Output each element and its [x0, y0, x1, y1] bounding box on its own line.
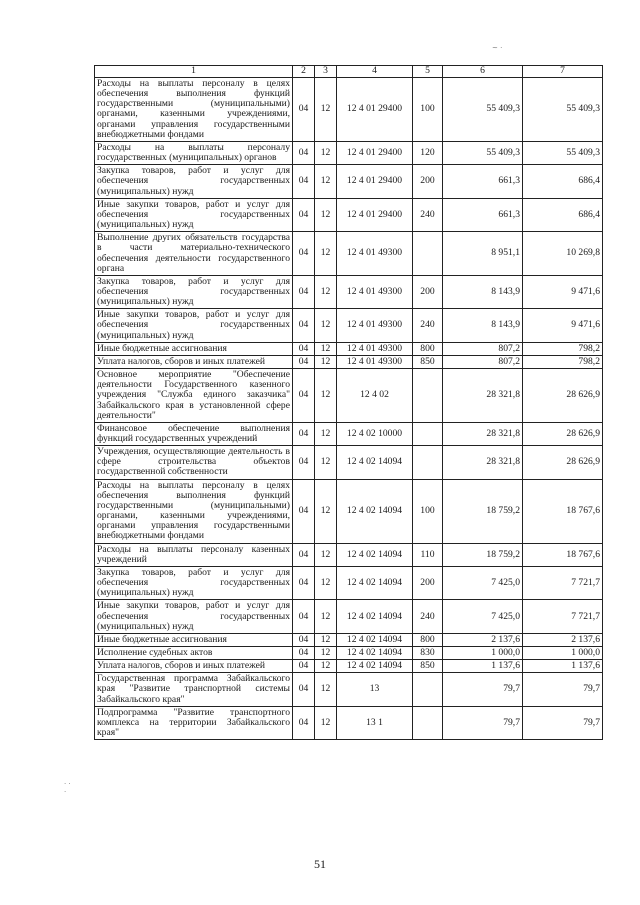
target-article-cell: 12 4 01 49300: [337, 342, 413, 355]
row-name-cell: Уплата налогов, сборов и иных платежей: [95, 660, 293, 673]
section-code-cell: 04: [293, 600, 315, 633]
expense-type-cell: 240: [413, 198, 443, 231]
table-row: [95, 673, 603, 706]
target-article-cell: 12 4 01 49300: [337, 232, 413, 276]
subsection-code-cell: 12: [315, 422, 337, 445]
row-name-cell: Исполнение судебных актов: [95, 646, 293, 659]
subsection-code-cell: 12: [315, 600, 337, 633]
amount-year-1-cell: 8 143,9: [443, 309, 523, 342]
budget-table: [94, 65, 603, 740]
amount-year-2-cell: 686,4: [523, 165, 603, 198]
table-row: [95, 342, 603, 355]
expense-type-cell: [413, 422, 443, 445]
table-row: [95, 446, 603, 479]
header-col-4: 4: [337, 66, 413, 78]
expense-type-cell: 100: [413, 78, 443, 142]
section-code-cell: 04: [293, 633, 315, 646]
target-article-cell: 12 4 02 14094: [337, 543, 413, 566]
row-name-cell: Закупка товаров, работ и услуг для обеспечения государственных (муниципальных) нужд: [95, 566, 293, 599]
expense-type-cell: 200: [413, 275, 443, 308]
header-col-7: 7: [523, 66, 603, 78]
amount-year-1-cell: 7 425,0: [443, 566, 523, 599]
header-col-1: 1: [95, 66, 293, 78]
subsection-code-cell: 12: [315, 543, 337, 566]
section-code-cell: 04: [293, 646, 315, 659]
expense-type-cell: 240: [413, 600, 443, 633]
table-row: [95, 355, 603, 368]
amount-year-1-cell: 8 951,1: [443, 232, 523, 276]
target-article-cell: 12 4 02 10000: [337, 422, 413, 445]
amount-year-1-cell: 7 425,0: [443, 600, 523, 633]
amount-year-2-cell: 7 721,7: [523, 600, 603, 633]
target-article-cell: 12 4 02 14094: [337, 646, 413, 659]
target-article-cell: 12 4 01 29400: [337, 141, 413, 164]
amount-year-1-cell: 2 137,6: [443, 633, 523, 646]
amount-year-2-cell: 28 626,9: [523, 422, 603, 445]
table-row: [95, 566, 603, 599]
amount-year-1-cell: 807,2: [443, 355, 523, 368]
row-name-cell: Иные закупки товаров, работ и услуг для обеспечения государственных (муниципальных) нужд: [95, 600, 293, 633]
subsection-code-cell: 12: [315, 706, 337, 739]
amount-year-1-cell: 1 000,0: [443, 646, 523, 659]
row-name-cell: Расходы на выплаты персоналу в целях обеспечения выполнения функций государственными (муниципальными) органами, казенными учреждениями, органами управления государственными внебюджетными фондами: [95, 479, 293, 543]
subsection-code-cell: 12: [315, 660, 337, 673]
section-code-cell: 04: [293, 566, 315, 599]
table-row: [95, 369, 603, 423]
target-article-cell: 12 4 02 14094: [337, 479, 413, 543]
target-article-cell: 12 4 01 29400: [337, 165, 413, 198]
section-code-cell: 04: [293, 479, 315, 543]
amount-year-1-cell: 55 409,3: [443, 141, 523, 164]
budget-table-sheet: [94, 65, 602, 740]
row-name-cell: Иные закупки товаров, работ и услуг для обеспечения государственных (муниципальных) нужд: [95, 198, 293, 231]
amount-year-2-cell: 798,2: [523, 355, 603, 368]
target-article-cell: 12 4 02 14094: [337, 600, 413, 633]
table-row: [95, 165, 603, 198]
amount-year-2-cell: 18 767,6: [523, 543, 603, 566]
row-name-cell: Государственная программа Забайкальского края "Развитие транспортной системы Забайкальского края": [95, 673, 293, 706]
expense-type-cell: 240: [413, 309, 443, 342]
expense-type-cell: [413, 706, 443, 739]
subsection-code-cell: 12: [315, 232, 337, 276]
row-name-cell: Учреждения, осуществляющие деятельность в сфере строительства объектов государственной собственности: [95, 446, 293, 479]
scan-mark-top: ~ ·: [492, 44, 503, 52]
expense-type-cell: 850: [413, 660, 443, 673]
row-name-cell: Закупка товаров, работ и услуг для обеспечения государственных (муниципальных) нужд: [95, 275, 293, 308]
section-code-cell: 04: [293, 275, 315, 308]
target-article-cell: 12 4 02 14094: [337, 660, 413, 673]
row-name-cell: Иные закупки товаров, работ и услуг для обеспечения государственных (муниципальных) нужд: [95, 309, 293, 342]
amount-year-2-cell: 79,7: [523, 673, 603, 706]
amount-year-1-cell: 55 409,3: [443, 78, 523, 142]
subsection-code-cell: 12: [315, 566, 337, 599]
table-row: [95, 422, 603, 445]
amount-year-1-cell: 28 321,8: [443, 369, 523, 423]
amount-year-1-cell: 18 759,2: [443, 543, 523, 566]
row-name-cell: Расходы на выплаты персоналу казенных учреждений: [95, 543, 293, 566]
table-row: [95, 309, 603, 342]
table-row: [95, 78, 603, 142]
amount-year-2-cell: 1 000,0: [523, 646, 603, 659]
row-name-cell: Подпрограмма "Развитие транспортного комплекса на территории Забайкальского края": [95, 706, 293, 739]
row-name-cell: Финансовое обеспечение выполнения функций государственных учреждений: [95, 422, 293, 445]
row-name-cell: Расходы на выплаты персоналу в целях обеспечения выполнения функций государственными (муниципальными) органами, казенными учреждениями, органами управления государственными внебюджетными фондами: [95, 78, 293, 142]
page-number: 51: [314, 857, 326, 871]
expense-type-cell: [413, 369, 443, 423]
amount-year-1-cell: 79,7: [443, 706, 523, 739]
amount-year-1-cell: 28 321,8: [443, 422, 523, 445]
table-row: [95, 543, 603, 566]
target-article-cell: 12 4 02: [337, 369, 413, 423]
subsection-code-cell: 12: [315, 633, 337, 646]
target-article-cell: 12 4 01 49300: [337, 309, 413, 342]
section-code-cell: 04: [293, 198, 315, 231]
expense-type-cell: 800: [413, 633, 443, 646]
table-row: [95, 633, 603, 646]
row-name-cell: Уплата налогов, сборов и иных платежей: [95, 355, 293, 368]
expense-type-cell: 110: [413, 543, 443, 566]
table-row: [95, 660, 603, 673]
target-article-cell: 12 4 01 49300: [337, 355, 413, 368]
amount-year-2-cell: 55 409,3: [523, 78, 603, 142]
expense-type-cell: 850: [413, 355, 443, 368]
subsection-code-cell: 12: [315, 309, 337, 342]
target-article-cell: 12 4 02 14094: [337, 566, 413, 599]
expense-type-cell: 200: [413, 165, 443, 198]
row-name-cell: Закупка товаров, работ и услуг для обеспечения государственных (муниципальных) нужд: [95, 165, 293, 198]
section-code-cell: 04: [293, 342, 315, 355]
subsection-code-cell: 12: [315, 355, 337, 368]
amount-year-2-cell: 7 721,7: [523, 566, 603, 599]
subsection-code-cell: 12: [315, 78, 337, 142]
subsection-code-cell: 12: [315, 369, 337, 423]
expense-type-cell: 200: [413, 566, 443, 599]
row-name-cell: Выполнение других обязательств государства в части материально-технического обеспечения деятельности государственного органа: [95, 232, 293, 276]
table-row: [95, 706, 603, 739]
subsection-code-cell: 12: [315, 165, 337, 198]
table-row: [95, 600, 603, 633]
table-row: [95, 141, 603, 164]
amount-year-2-cell: 79,7: [523, 706, 603, 739]
scan-mark-left: · · ·: [64, 780, 71, 796]
amount-year-2-cell: 10 269,8: [523, 232, 603, 276]
subsection-code-cell: 12: [315, 446, 337, 479]
amount-year-2-cell: 28 626,9: [523, 446, 603, 479]
row-name-cell: Основное мероприятие "Обеспечение деятельности Государственного казенного учреждения "Служба единого заказчика" Забайкальского края в установленной сфере деятельности": [95, 369, 293, 423]
expense-type-cell: [413, 232, 443, 276]
amount-year-2-cell: 55 409,3: [523, 141, 603, 164]
row-name-cell: Иные бюджетные ассигнования: [95, 342, 293, 355]
row-name-cell: Иные бюджетные ассигнования: [95, 633, 293, 646]
subsection-code-cell: 12: [315, 673, 337, 706]
subsection-code-cell: 12: [315, 479, 337, 543]
table-row: [95, 232, 603, 276]
target-article-cell: 13 1: [337, 706, 413, 739]
amount-year-1-cell: 661,3: [443, 198, 523, 231]
expense-type-cell: 100: [413, 479, 443, 543]
table-row: [95, 198, 603, 231]
subsection-code-cell: 12: [315, 342, 337, 355]
section-code-cell: 04: [293, 673, 315, 706]
amount-year-2-cell: 28 626,9: [523, 369, 603, 423]
target-article-cell: 13: [337, 673, 413, 706]
amount-year-1-cell: 661,3: [443, 165, 523, 198]
section-code-cell: 04: [293, 309, 315, 342]
expense-type-cell: 800: [413, 342, 443, 355]
amount-year-1-cell: 18 759,2: [443, 479, 523, 543]
table-body: [95, 78, 603, 740]
target-article-cell: 12 4 02 14094: [337, 633, 413, 646]
expense-type-cell: [413, 673, 443, 706]
target-article-cell: 12 4 02 14094: [337, 446, 413, 479]
section-code-cell: 04: [293, 355, 315, 368]
expense-type-cell: 120: [413, 141, 443, 164]
amount-year-1-cell: 1 137,6: [443, 660, 523, 673]
section-code-cell: 04: [293, 369, 315, 423]
amount-year-2-cell: 9 471,6: [523, 309, 603, 342]
table-row: [95, 275, 603, 308]
subsection-code-cell: 12: [315, 198, 337, 231]
amount-year-2-cell: 18 767,6: [523, 479, 603, 543]
target-article-cell: 12 4 01 29400: [337, 198, 413, 231]
amount-year-1-cell: 8 143,9: [443, 275, 523, 308]
table-row: [95, 646, 603, 659]
section-code-cell: 04: [293, 232, 315, 276]
amount-year-2-cell: 2 137,6: [523, 633, 603, 646]
amount-year-1-cell: 807,2: [443, 342, 523, 355]
amount-year-2-cell: 9 471,6: [523, 275, 603, 308]
section-code-cell: 04: [293, 165, 315, 198]
expense-type-cell: 830: [413, 646, 443, 659]
subsection-code-cell: 12: [315, 646, 337, 659]
section-code-cell: 04: [293, 422, 315, 445]
section-code-cell: 04: [293, 706, 315, 739]
section-code-cell: 04: [293, 660, 315, 673]
header-col-2: 2: [293, 66, 315, 78]
amount-year-2-cell: 1 137,6: [523, 660, 603, 673]
subsection-code-cell: 12: [315, 141, 337, 164]
expense-type-cell: [413, 446, 443, 479]
header-col-5: 5: [413, 66, 443, 78]
header-col-3: 3: [315, 66, 337, 78]
amount-year-1-cell: 28 321,8: [443, 446, 523, 479]
section-code-cell: 04: [293, 446, 315, 479]
section-code-cell: 04: [293, 543, 315, 566]
section-code-cell: 04: [293, 141, 315, 164]
header-col-6: 6: [443, 66, 523, 78]
row-name-cell: Расходы на выплаты персоналу государственных (муниципальных) органов: [95, 141, 293, 164]
target-article-cell: 12 4 01 49300: [337, 275, 413, 308]
amount-year-1-cell: 79,7: [443, 673, 523, 706]
subsection-code-cell: 12: [315, 275, 337, 308]
column-number-row: [95, 66, 603, 78]
amount-year-2-cell: 798,2: [523, 342, 603, 355]
target-article-cell: 12 4 01 29400: [337, 78, 413, 142]
amount-year-2-cell: 686,4: [523, 198, 603, 231]
section-code-cell: 04: [293, 78, 315, 142]
table-row: [95, 479, 603, 543]
